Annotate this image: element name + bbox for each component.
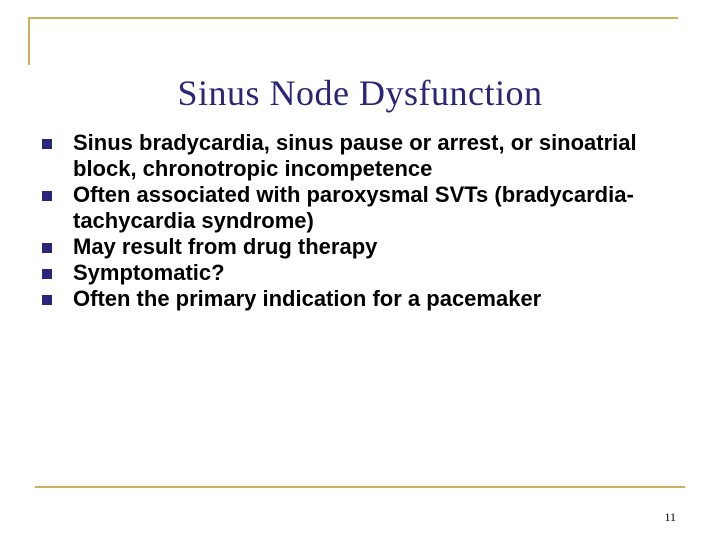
bullet-text: Often associated with paroxysmal SVTs (bradycardia-tachycardia syndrome) [73, 182, 634, 233]
bullet-text: Symptomatic? [73, 260, 225, 285]
square-bullet-icon [42, 139, 52, 149]
bullet-item [42, 130, 702, 182]
page-number: 11 [664, 510, 676, 524]
bullet-item [42, 260, 702, 286]
square-bullet-icon [42, 269, 52, 279]
frame-bottom-line [35, 486, 685, 488]
bullet-text: May result from drug therapy [73, 234, 378, 259]
bullet-item [42, 286, 702, 312]
square-bullet-icon [42, 295, 52, 305]
frame-top-line [28, 17, 678, 19]
slide-title: Sinus Node Dysfunction [177, 73, 543, 113]
square-bullet-icon [42, 191, 52, 201]
bullet-list [42, 130, 702, 312]
square-bullet-icon [42, 243, 52, 253]
frame-left-line [28, 17, 30, 65]
bullet-item [42, 182, 702, 234]
bullet-item [42, 234, 702, 260]
bullet-text: Often the primary indication for a pacemaker [73, 286, 542, 311]
bullet-text: Sinus bradycardia, sinus pause or arrest, or sinoatrial block, chronotropic incompetence [73, 130, 637, 181]
